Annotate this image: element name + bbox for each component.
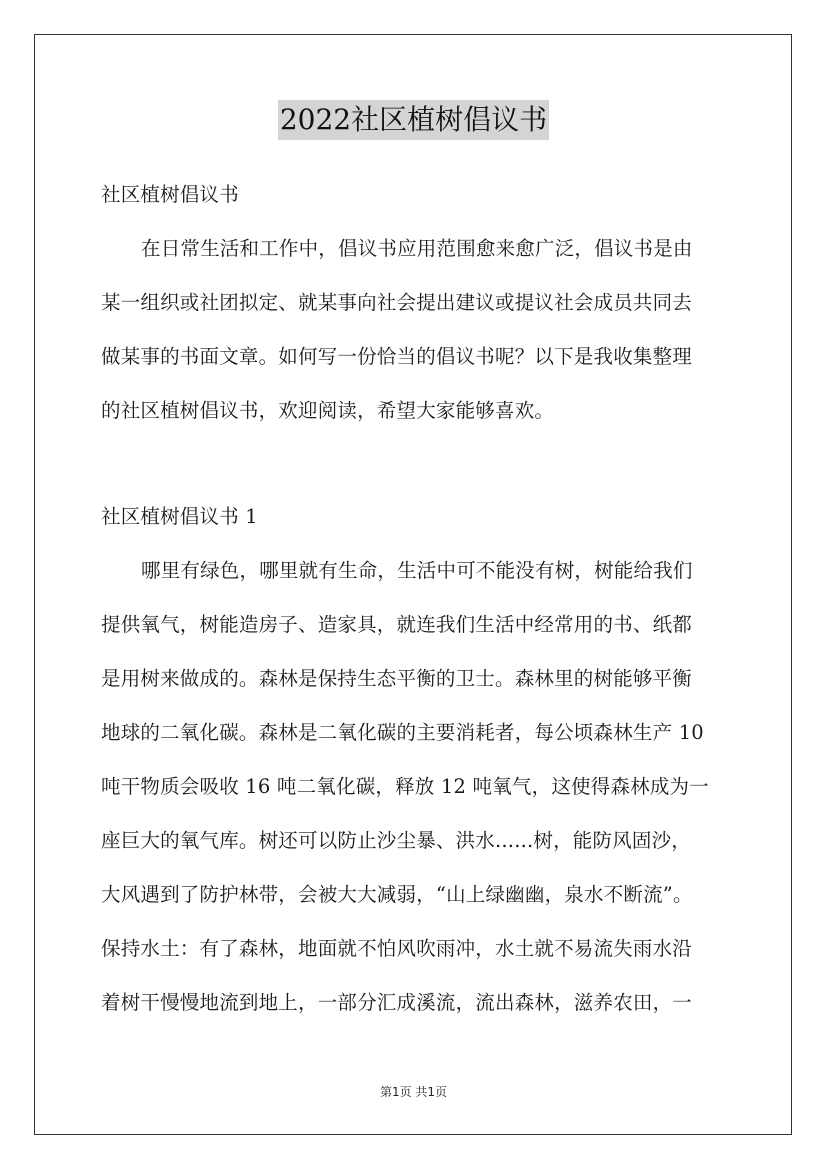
page-footer bbox=[0, 1083, 827, 1100]
paragraph-line: 的社区植树倡议书，欢迎阅读，希望大家能够喜欢。 bbox=[101, 399, 555, 422]
paragraph-line: 大风遇到了防护林带，会被大大减弱，“山上绿幽幽，泉水不断流”。 bbox=[101, 883, 693, 906]
paragraph-line: 座巨大的氧气库。树还可以防止沙尘暴、洪水......树，能防风固沙， bbox=[101, 829, 691, 852]
section-heading: 社区植树倡议书 1 bbox=[101, 505, 258, 528]
document-body bbox=[101, 168, 729, 1030]
blank-line bbox=[101, 438, 729, 490]
paragraph-line: 做某事的书面文章。如何写一份恰当的倡议书呢？以下是我收集整理 bbox=[101, 345, 693, 368]
document-title: 2022社区植树倡议书 bbox=[278, 100, 549, 140]
page-number: 第1页 共1页 bbox=[379, 1085, 448, 1099]
title-container bbox=[0, 100, 827, 140]
paragraph-line: 保持水土：有了森林，地面就不怕风吹雨冲，水土就不易流失雨水沿 bbox=[101, 937, 693, 960]
paragraph-line: 着树干慢慢地流到地上，一部分汇成溪流，流出森林，滋养农田，一 bbox=[101, 991, 693, 1014]
paragraph-line: 吨干物质会吸收 16 吨二氧化碳，释放 12 吨氧气，这使得森林成为一 bbox=[101, 775, 709, 798]
paragraph-line: 某一组织或社团拟定、就某事向社会提出建议或提议社会成员共同去 bbox=[101, 291, 693, 314]
paragraph-line: 哪里有绿色，哪里就有生命，生活中可不能没有树，树能给我们 bbox=[141, 559, 693, 582]
paragraph-line: 提供氧气，树能造房子、造家具，就连我们生活中经常用的书、纸都 bbox=[101, 613, 693, 636]
paragraph-line: 是用树来做成的。森林是保持生态平衡的卫士。森林里的树能够平衡 bbox=[101, 667, 693, 690]
paragraph-line: 地球的二氧化碳。森林是二氧化碳的主要消耗者，每公顷森林生产 10 bbox=[101, 721, 704, 744]
paragraph-line: 在日常生活和工作中，倡议书应用范围愈来愈广泛，倡议书是由 bbox=[141, 237, 693, 260]
section-heading: 社区植树倡议书 bbox=[101, 183, 239, 206]
